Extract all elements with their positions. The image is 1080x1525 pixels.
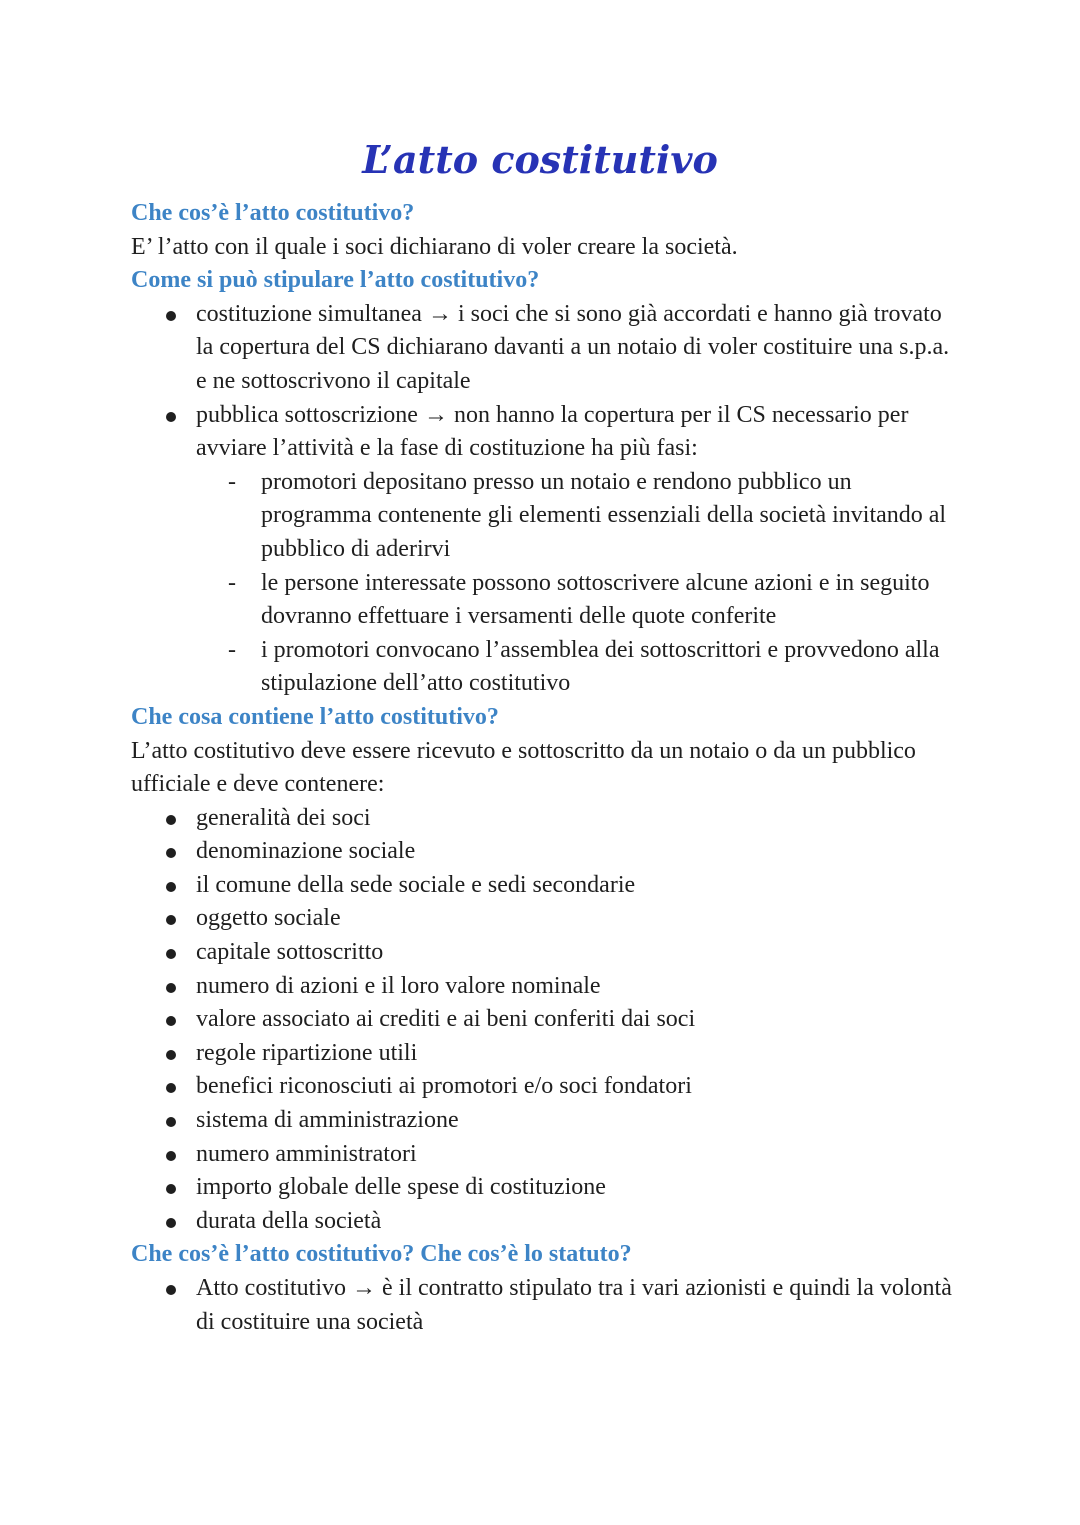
list-item — [196, 936, 961, 970]
document-body — [131, 197, 961, 1339]
bullet-icon — [166, 949, 176, 959]
list-item-text: generalità dei soci — [196, 804, 371, 831]
sub-list-item-text: i promotori convocano l’assemblea dei sottoscrittori e provvedono alla stipulazione dell’atto costitutivo — [261, 636, 940, 697]
bullet-icon — [166, 412, 176, 422]
list-item — [196, 298, 961, 399]
list-item — [196, 1205, 961, 1239]
sub-list-item-text: promotori depositano presso un notaio e rendono pubblico un programma contenente gli elementi essenziali della società invitando al pubblico di aderirvi — [261, 468, 947, 562]
list-item — [196, 1037, 961, 1071]
list-item — [196, 869, 961, 903]
list-item — [196, 802, 961, 836]
page-title: L’atto costitutivo — [362, 137, 718, 182]
list-item — [196, 1070, 961, 1104]
list-item-text: costituzione simultanea → i soci che si sono già accordati e hanno già trovato la copertura del CS dichiarano davanti a un notaio di voler costituire una s.p.a. e ne sottoscrivono il capitale — [196, 300, 950, 394]
bullet-icon — [166, 1184, 176, 1194]
list-item — [196, 1272, 961, 1339]
list-item-text: pubblica sottoscrizione → non hanno la copertura per il CS necessario per avviare l’attività e la fase di costituzione ha più fasi: — [196, 401, 909, 462]
bullet-icon — [166, 311, 176, 321]
bullet-icon — [166, 983, 176, 993]
list-item-text: valore associato ai crediti e ai beni conferiti dai soci — [196, 1006, 696, 1033]
bullet-icon — [166, 1016, 176, 1026]
sub-list-item-text: le persone interessate possono sottoscrivere alcune azioni e in seguito dovranno effettuare i versamenti delle quote conferite — [261, 569, 930, 630]
list-item-text: Atto costitutivo → è il contratto stipulato tra i vari azionisti e quindi la volontà di costituire una società — [196, 1275, 952, 1335]
paragraph: E’ l’atto con il quale i soci dichiarano di voler creare la società. — [131, 233, 738, 260]
list-item-text: oggetto sociale — [196, 905, 341, 932]
list-item — [196, 970, 961, 1004]
bullet-icon — [166, 1117, 176, 1127]
paragraph: L’atto costitutivo deve essere ricevuto e sottoscritto da un notaio o da un pubblico ufficiale e deve contenere: — [131, 737, 916, 798]
bullet-icon — [166, 1285, 176, 1295]
list-item-text: durata della società — [196, 1207, 382, 1234]
bullet-icon — [166, 815, 176, 825]
list-item-text: numero di azioni e il loro valore nominale — [196, 972, 601, 999]
list-item — [196, 1171, 961, 1205]
sub-list-item — [228, 634, 961, 701]
bullet-icon — [166, 1050, 176, 1060]
list-item-text: numero amministratori — [196, 1140, 417, 1167]
bullet-list — [131, 1272, 961, 1339]
dash-icon: - — [228, 636, 236, 663]
list-item — [196, 399, 961, 701]
sub-list — [196, 466, 961, 701]
section-heading: Che cos’è l’atto costitutivo? — [131, 200, 415, 226]
list-item-text: denominazione sociale — [196, 838, 416, 865]
section-heading: Che cosa contiene l’atto costitutivo? — [131, 703, 499, 730]
bullet-icon — [166, 882, 176, 892]
bullet-icon — [166, 1083, 176, 1093]
dash-icon: - — [228, 569, 236, 596]
bullet-icon — [166, 848, 176, 858]
list-item — [196, 1104, 961, 1138]
bullet-icon — [166, 1151, 176, 1161]
list-item-text: regole ripartizione utili — [196, 1039, 418, 1066]
list-item-text: capitale sottoscritto — [196, 939, 384, 966]
section-heading: Come si può stipulare l’atto costitutivo? — [131, 267, 540, 294]
sub-list-item — [228, 466, 961, 567]
bullet-icon — [166, 915, 176, 925]
bullet-list — [131, 298, 961, 701]
list-item — [196, 1138, 961, 1172]
dash-icon: - — [228, 468, 236, 495]
list-item — [196, 1003, 961, 1037]
list-item — [196, 835, 961, 869]
list-item-text: importo globale delle spese di costituzione — [196, 1174, 606, 1201]
list-item-text: sistema di amministrazione — [196, 1107, 459, 1134]
section-heading: Che cos’è l’atto costitutivo? Che cos’è lo statuto? — [131, 1241, 632, 1268]
sub-list-item — [228, 567, 961, 634]
bullet-icon — [166, 1218, 176, 1228]
list-item-text: il comune della sede sociale e sedi secondarie — [196, 871, 636, 898]
list-item — [196, 902, 961, 936]
list-item-text: benefici riconosciuti ai promotori e/o soci fondatori — [196, 1073, 692, 1100]
bullet-list — [131, 802, 961, 1239]
